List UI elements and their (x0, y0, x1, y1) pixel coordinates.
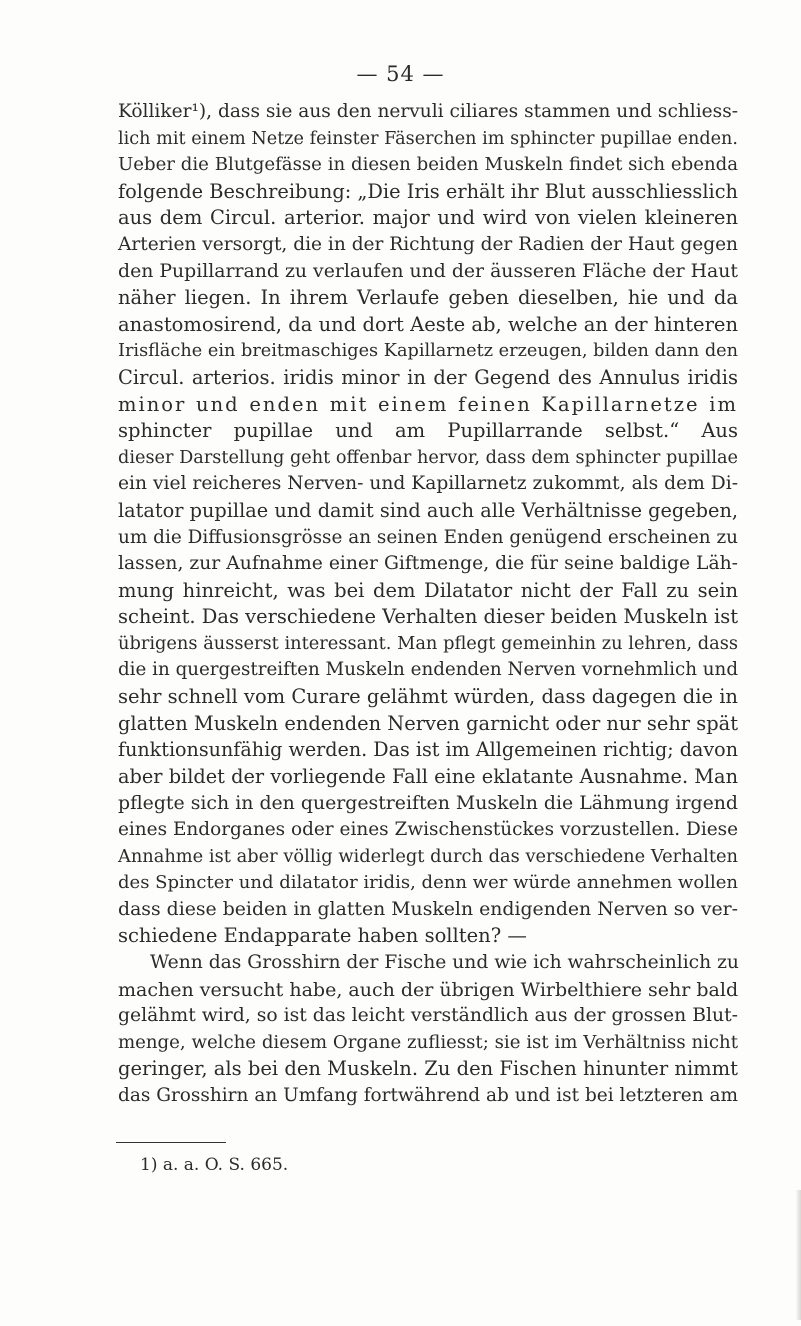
text-line: gelähmt wird, so ist das leicht verständlich aus der grossen Blut- (118, 1005, 738, 1027)
text-line: sphincter pupillae und am Pupillarrande selbst.“ Aus (118, 419, 738, 443)
text-line: ein viel reicheres Nerven- und Kapillarnetz zukommt, als dem Di- (118, 473, 738, 495)
text-line: pflegte sich in den quergestreiften Muskeln die Lähmung irgend (118, 792, 738, 815)
page-number-header: — 54 — (356, 62, 445, 86)
text-line: anastomosirend, da und dort Aeste ab, welche an der hinteren (118, 312, 738, 336)
footnote-rule (116, 1142, 226, 1143)
text-line: latator pupillae und damit sind auch alle Verhältnisse gegeben, (118, 498, 738, 522)
text-line: sehr schnell vom Curare gelähmt würden, dass dagegen die in (118, 685, 738, 709)
footnote: 1) a. a. O. S. 665. (140, 1155, 289, 1175)
text-line: lassen, zur Aufnahme einer Giftmenge, die für seine baldige Läh- (118, 553, 738, 575)
text-line: machen versucht habe, auch der übrigen Wirbelthiere sehr bald (118, 978, 739, 1001)
text-line: minor und enden mit einem feinen Kapillarnetze im (118, 392, 738, 416)
text-line: Irisfläche ein breitmaschiges Kapillarnetz erzeugen, bilden dann den (118, 341, 738, 362)
text-line: Arterien versorgt, die in der Richtung der Radien der Haut gegen (118, 233, 738, 255)
text-line: funktionsunfähig werden. Das ist im Allgemeinen richtig; davon (118, 738, 738, 762)
text-line: Circul. arterios. iridis minor in der Gegend des Annulus iridis (118, 365, 738, 389)
text-line: Annahme ist aber völlig widerlegt durch das verschiedene Verhalten (118, 845, 738, 867)
text-line: Kölliker¹), dass sie aus den nervuli ciliares stammen und schliess- (118, 101, 738, 122)
text-line: übrigens äusserst interessant. Man pflegt gemeinhin zu lehren, dass (118, 632, 738, 654)
text-line: um die Diffusionsgrösse an seinen Enden genügend erscheinen zu (118, 526, 738, 548)
text-line: Wenn das Grosshirn der Fische und wie ich wahrscheinlich zu (150, 952, 739, 973)
text-line: Ueber die Blutgefässe in diesen beiden Muskeln findet sich ebenda (118, 154, 738, 176)
text-line: schiedene Endapparate haben sollten? — (118, 924, 527, 948)
text-line: geringer, als bei den Muskeln. Zu den Fischen hinunter nimmt (118, 1057, 738, 1081)
text-line: mung hinreicht, was bei dem Dilatator nicht der Fall zu sein (118, 578, 738, 602)
scan-edge-shadow (795, 1190, 801, 1320)
text-line: glatten Muskeln endenden Nerven garnicht oder nur sehr spät (118, 711, 738, 735)
text-line: näher liegen. In ihrem Verlaufe geben dieselben, hie und da (118, 286, 738, 310)
text-line: dieser Darstellung geht offenbar hervor, dass dem sphincter pupillae (118, 447, 738, 468)
text-line: scheint. Das verschiedene Verhalten dieser beiden Muskeln ist (118, 605, 739, 629)
text-line: folgende Beschreibung: „Die Iris erhält ihr Blut ausschliesslich (118, 179, 738, 203)
text-line: des Spincter und dilatator iridis, denn wer würde annehmen wollen (118, 872, 738, 894)
text-line: dass diese beiden in glatten Muskeln endigenden Nerven so ver- (118, 898, 738, 920)
text-line: menge, welche diesem Organe zufliesst; sie ist im Verhältniss nicht (118, 1031, 738, 1053)
text-line: den Pupillarrand zu verlaufen und der äusseren Fläche der Haut (118, 260, 738, 282)
text-line: die in quergestreiften Muskeln endenden Nerven vornehmlich und (118, 659, 738, 681)
text-line: eines Endorganes oder eines Zwischenstückes vorzustellen. Diese (118, 819, 738, 841)
text-line: aus dem Circul. arterior. major und wird von vielen kleineren (118, 206, 738, 230)
text-line: lich mit einem Netze feinster Fäserchen im sphincter pupillae enden. (118, 128, 738, 149)
body-text (118, 99, 738, 1110)
text-line: aber bildet der vorliegende Fall eine eklatante Ausnahme. Man (118, 764, 738, 788)
text-line: das Grosshirn an Umfang fortwährend ab und ist bei letzteren am (118, 1084, 738, 1106)
